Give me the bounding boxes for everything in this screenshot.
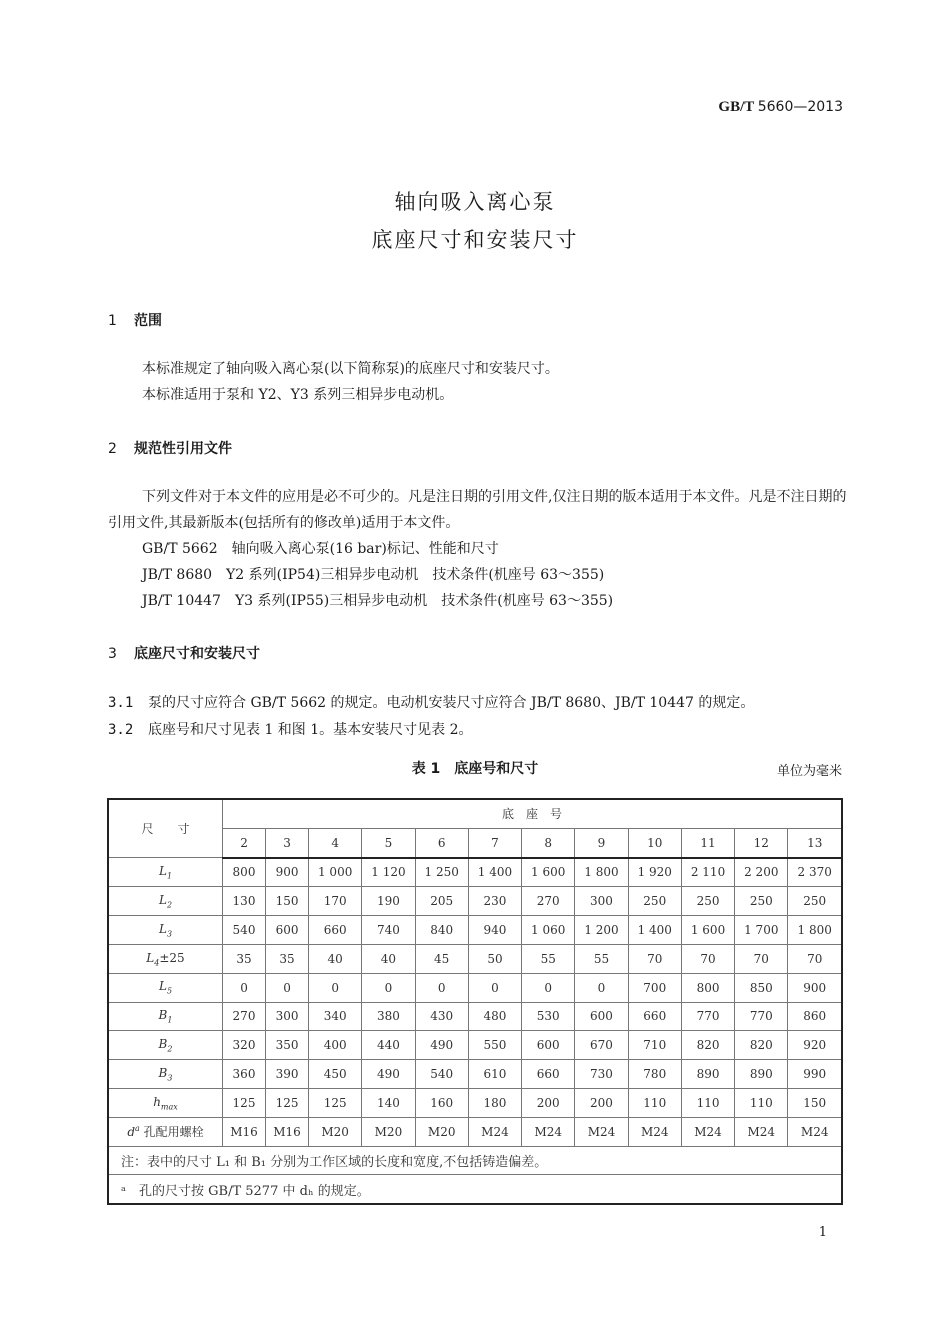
table-cell: 1 000 bbox=[309, 858, 362, 887]
table-cell: 35 bbox=[223, 944, 266, 973]
table-row bbox=[108, 887, 842, 916]
table-cell: 160 bbox=[415, 1088, 468, 1117]
table-cell: M24 bbox=[681, 1117, 734, 1146]
section-1-para-2: 本标准适用于泵和 Y2、Y3 系列三相异步电动机。 bbox=[142, 387, 454, 403]
table-cell: 450 bbox=[309, 1060, 362, 1089]
row-label: $L_3$ bbox=[108, 916, 223, 945]
table-cell: 360 bbox=[223, 1060, 266, 1089]
table-cell: 250 bbox=[681, 887, 734, 916]
table-cell: 1 200 bbox=[575, 916, 628, 945]
table-cell: 110 bbox=[735, 1088, 788, 1117]
table-cell: M20 bbox=[362, 1117, 415, 1146]
table-cell: 140 bbox=[362, 1088, 415, 1117]
table-cell: 2 200 bbox=[735, 858, 788, 887]
table-row bbox=[108, 1088, 842, 1117]
table-cell: 0 bbox=[522, 973, 575, 1002]
table-cell: 250 bbox=[628, 887, 681, 916]
table-cell: 1 120 bbox=[362, 858, 415, 887]
table-cell: 940 bbox=[468, 916, 521, 945]
table-cell: 820 bbox=[681, 1031, 734, 1060]
table-cell: 600 bbox=[266, 916, 309, 945]
table-cell: 200 bbox=[522, 1088, 575, 1117]
table-cell: 0 bbox=[415, 973, 468, 1002]
table-cell: 0 bbox=[575, 973, 628, 1002]
table-cell: 45 bbox=[415, 944, 468, 973]
table-cell: 170 bbox=[309, 887, 362, 916]
table-cell: 320 bbox=[223, 1031, 266, 1060]
table-cell: 770 bbox=[681, 1002, 734, 1031]
section-1-para-1: 本标准规定了轴向吸入离心泵(以下简称泵)的底座尺寸和安装尺寸。 bbox=[142, 361, 559, 377]
table-cell: 250 bbox=[735, 887, 788, 916]
section-2-heading: 2 规范性引用文件 bbox=[108, 441, 232, 457]
table-cell: 300 bbox=[575, 887, 628, 916]
table-cell: 150 bbox=[788, 1088, 842, 1117]
table-cell: 430 bbox=[415, 1002, 468, 1031]
table-cell: 2 370 bbox=[788, 858, 842, 887]
document-title-line1: 轴向吸入离心泵 bbox=[394, 190, 556, 214]
table-row bbox=[108, 1060, 842, 1089]
column-header: 2 bbox=[223, 828, 266, 857]
table-cell: 180 bbox=[468, 1088, 521, 1117]
table-cell: 350 bbox=[266, 1031, 309, 1060]
table-unit: 单位为毫米 bbox=[776, 764, 842, 779]
column-header: 13 bbox=[788, 828, 842, 857]
column-header: 9 bbox=[575, 828, 628, 857]
table-cell: 70 bbox=[735, 944, 788, 973]
table-cell: M20 bbox=[309, 1117, 362, 1146]
table-cell: 890 bbox=[735, 1060, 788, 1089]
table-cell: 150 bbox=[266, 887, 309, 916]
table-cell: 990 bbox=[788, 1060, 842, 1089]
table-cell: 190 bbox=[362, 887, 415, 916]
table-cell: 920 bbox=[788, 1031, 842, 1060]
row-label: $L_4\pm 25$ bbox=[108, 944, 223, 973]
table-cell: 780 bbox=[628, 1060, 681, 1089]
table-row bbox=[108, 858, 842, 887]
table-cell: 0 bbox=[223, 973, 266, 1002]
row-label: $B_1$ bbox=[108, 1002, 223, 1031]
table-cell: 230 bbox=[468, 887, 521, 916]
table-cell: M16 bbox=[266, 1117, 309, 1146]
table-row bbox=[108, 944, 842, 973]
reference-item: JB/T 10447 Y3 系列(IP55)三相异步电动机 技术条件(机座号 63～355) bbox=[142, 593, 614, 609]
table-cell: 50 bbox=[468, 944, 521, 973]
table-cell: 660 bbox=[628, 1002, 681, 1031]
table-cell: M24 bbox=[628, 1117, 681, 1146]
table-cell: 125 bbox=[309, 1088, 362, 1117]
table-cell: 0 bbox=[309, 973, 362, 1002]
table-cell: 600 bbox=[522, 1031, 575, 1060]
table-cell: 205 bbox=[415, 887, 468, 916]
table-cell: 540 bbox=[223, 916, 266, 945]
table-note: 注：表中的尺寸 L₁ 和 B₁ 分别为工作区域的长度和宽度,不包括铸造偏差。 bbox=[108, 1146, 842, 1175]
document-title-line2: 底座尺寸和安装尺寸 bbox=[371, 228, 579, 252]
table-cell: 770 bbox=[735, 1002, 788, 1031]
reference-item: JB/T 8680 Y2 系列(IP54)三相异步电动机 技术条件(机座号 63～355) bbox=[142, 567, 605, 583]
column-header: 5 bbox=[362, 828, 415, 857]
table-cell: 1 600 bbox=[522, 858, 575, 887]
table-cell: 110 bbox=[628, 1088, 681, 1117]
table-cell: 270 bbox=[522, 887, 575, 916]
table-cell: 840 bbox=[415, 916, 468, 945]
table-row bbox=[108, 1031, 842, 1060]
column-header: 4 bbox=[309, 828, 362, 857]
table-cell: 110 bbox=[681, 1088, 734, 1117]
row-label: $L_5$ bbox=[108, 973, 223, 1002]
table-cell: 1 600 bbox=[681, 916, 734, 945]
table-cell: 660 bbox=[309, 916, 362, 945]
clause-3-2: 3.2 底座号和尺寸见表 1 和图 1。基本安装尺寸见表 2。 bbox=[108, 722, 473, 738]
column-header: 8 bbox=[522, 828, 575, 857]
table-cell: 1 800 bbox=[788, 916, 842, 945]
table-cell: 35 bbox=[266, 944, 309, 973]
row-label: $L_1$ bbox=[108, 858, 223, 887]
table-cell: 440 bbox=[362, 1031, 415, 1060]
section-3-heading: 3 底座尺寸和安装尺寸 bbox=[108, 646, 260, 662]
table-cell: 1 700 bbox=[735, 916, 788, 945]
table-cell: M24 bbox=[522, 1117, 575, 1146]
table-cell: 600 bbox=[575, 1002, 628, 1031]
table-row bbox=[108, 1117, 842, 1146]
table-cell: 710 bbox=[628, 1031, 681, 1060]
table-cell: 860 bbox=[788, 1002, 842, 1031]
table-cell: 800 bbox=[223, 858, 266, 887]
table-cell: 550 bbox=[468, 1031, 521, 1060]
table-cell: 900 bbox=[266, 858, 309, 887]
table-cell: 390 bbox=[266, 1060, 309, 1089]
table-cell: 890 bbox=[681, 1060, 734, 1089]
table-cell: 1 400 bbox=[628, 916, 681, 945]
row-label: $B_3$ bbox=[108, 1060, 223, 1089]
table-cell: 1 800 bbox=[575, 858, 628, 887]
table-cell: 70 bbox=[628, 944, 681, 973]
corner-header: 尺 寸 bbox=[108, 799, 223, 858]
table-caption: 表 1 底座号和尺寸 bbox=[411, 761, 539, 777]
table-cell: 800 bbox=[681, 973, 734, 1002]
table-cell: 40 bbox=[309, 944, 362, 973]
table-cell: 700 bbox=[628, 973, 681, 1002]
table-cell: 0 bbox=[266, 973, 309, 1002]
group-header: 底 座 号 bbox=[223, 799, 843, 828]
table-cell: M24 bbox=[575, 1117, 628, 1146]
table-cell: 1 060 bbox=[522, 916, 575, 945]
table-cell: 55 bbox=[522, 944, 575, 973]
table-cell: 670 bbox=[575, 1031, 628, 1060]
table-row bbox=[108, 1002, 842, 1031]
table-cell: 730 bbox=[575, 1060, 628, 1089]
table-cell: 340 bbox=[309, 1002, 362, 1031]
standard-number: GB/T 5660—2013 bbox=[718, 99, 843, 115]
table-cell: 200 bbox=[575, 1088, 628, 1117]
table-cell: M24 bbox=[468, 1117, 521, 1146]
row-label: $d^a$ 孔配用螺栓 bbox=[108, 1117, 223, 1146]
table-cell: 125 bbox=[223, 1088, 266, 1117]
column-header: 12 bbox=[735, 828, 788, 857]
base-dimensions-table bbox=[107, 798, 843, 1205]
table-row bbox=[108, 916, 842, 945]
table-cell: 70 bbox=[681, 944, 734, 973]
table-cell: 900 bbox=[788, 973, 842, 1002]
table-cell: 820 bbox=[735, 1031, 788, 1060]
table-cell: 380 bbox=[362, 1002, 415, 1031]
reference-item: GB/T 5662 轴向吸入离心泵(16 bar)标记、性能和尺寸 bbox=[142, 541, 499, 557]
table-cell: M20 bbox=[415, 1117, 468, 1146]
row-label: $h_{max}$ bbox=[108, 1088, 223, 1117]
table-cell: 2 110 bbox=[681, 858, 734, 887]
column-header: 11 bbox=[681, 828, 734, 857]
table-cell: 490 bbox=[362, 1060, 415, 1089]
row-label: $L_2$ bbox=[108, 887, 223, 916]
column-header: 7 bbox=[468, 828, 521, 857]
table-cell: 1 400 bbox=[468, 858, 521, 887]
table-cell: 530 bbox=[522, 1002, 575, 1031]
table-cell: 130 bbox=[223, 887, 266, 916]
clause-3-1: 3.1 泵的尺寸应符合 GB/T 5662 的规定。电动机安装尺寸应符合 JB/T 8680、JB/T 10447 的规定。 bbox=[108, 695, 755, 711]
table-cell: 850 bbox=[735, 973, 788, 1002]
table-cell: 490 bbox=[415, 1031, 468, 1060]
table-footnote: ᵃ 孔的尺寸按 GB/T 5277 中 dₕ 的规定。 bbox=[108, 1175, 842, 1204]
table-cell: 70 bbox=[788, 944, 842, 973]
page-number: 1 bbox=[818, 1225, 827, 1240]
table-cell: 740 bbox=[362, 916, 415, 945]
section-1-heading: 1 范围 bbox=[108, 313, 162, 329]
table-cell: 0 bbox=[362, 973, 415, 1002]
table-cell: 0 bbox=[468, 973, 521, 1002]
table-cell: 480 bbox=[468, 1002, 521, 1031]
table-cell: M24 bbox=[735, 1117, 788, 1146]
table-cell: 400 bbox=[309, 1031, 362, 1060]
table-cell: M24 bbox=[788, 1117, 842, 1146]
table-cell: 40 bbox=[362, 944, 415, 973]
table-cell: 125 bbox=[266, 1088, 309, 1117]
table-cell: 250 bbox=[788, 887, 842, 916]
column-header: 3 bbox=[266, 828, 309, 857]
column-header: 6 bbox=[415, 828, 468, 857]
column-header: 10 bbox=[628, 828, 681, 857]
table-cell: 1 250 bbox=[415, 858, 468, 887]
table-row bbox=[108, 973, 842, 1002]
table-cell: 55 bbox=[575, 944, 628, 973]
table-cell: 1 920 bbox=[628, 858, 681, 887]
row-label: $B_2$ bbox=[108, 1031, 223, 1060]
table-cell: M16 bbox=[223, 1117, 266, 1146]
table-cell: 300 bbox=[266, 1002, 309, 1031]
table-cell: 610 bbox=[468, 1060, 521, 1089]
table-cell: 540 bbox=[415, 1060, 468, 1089]
section-2-para-1: 下列文件对于本文件的应用是必不可少的。凡是注日期的引用文件,仅注日期的版本适用于本文件。凡是不注日期的引用文件,其最新版本(包括所有的修改单)适用于本文件。 bbox=[108, 489, 847, 531]
table-cell: 270 bbox=[223, 1002, 266, 1031]
table-cell: 660 bbox=[522, 1060, 575, 1089]
